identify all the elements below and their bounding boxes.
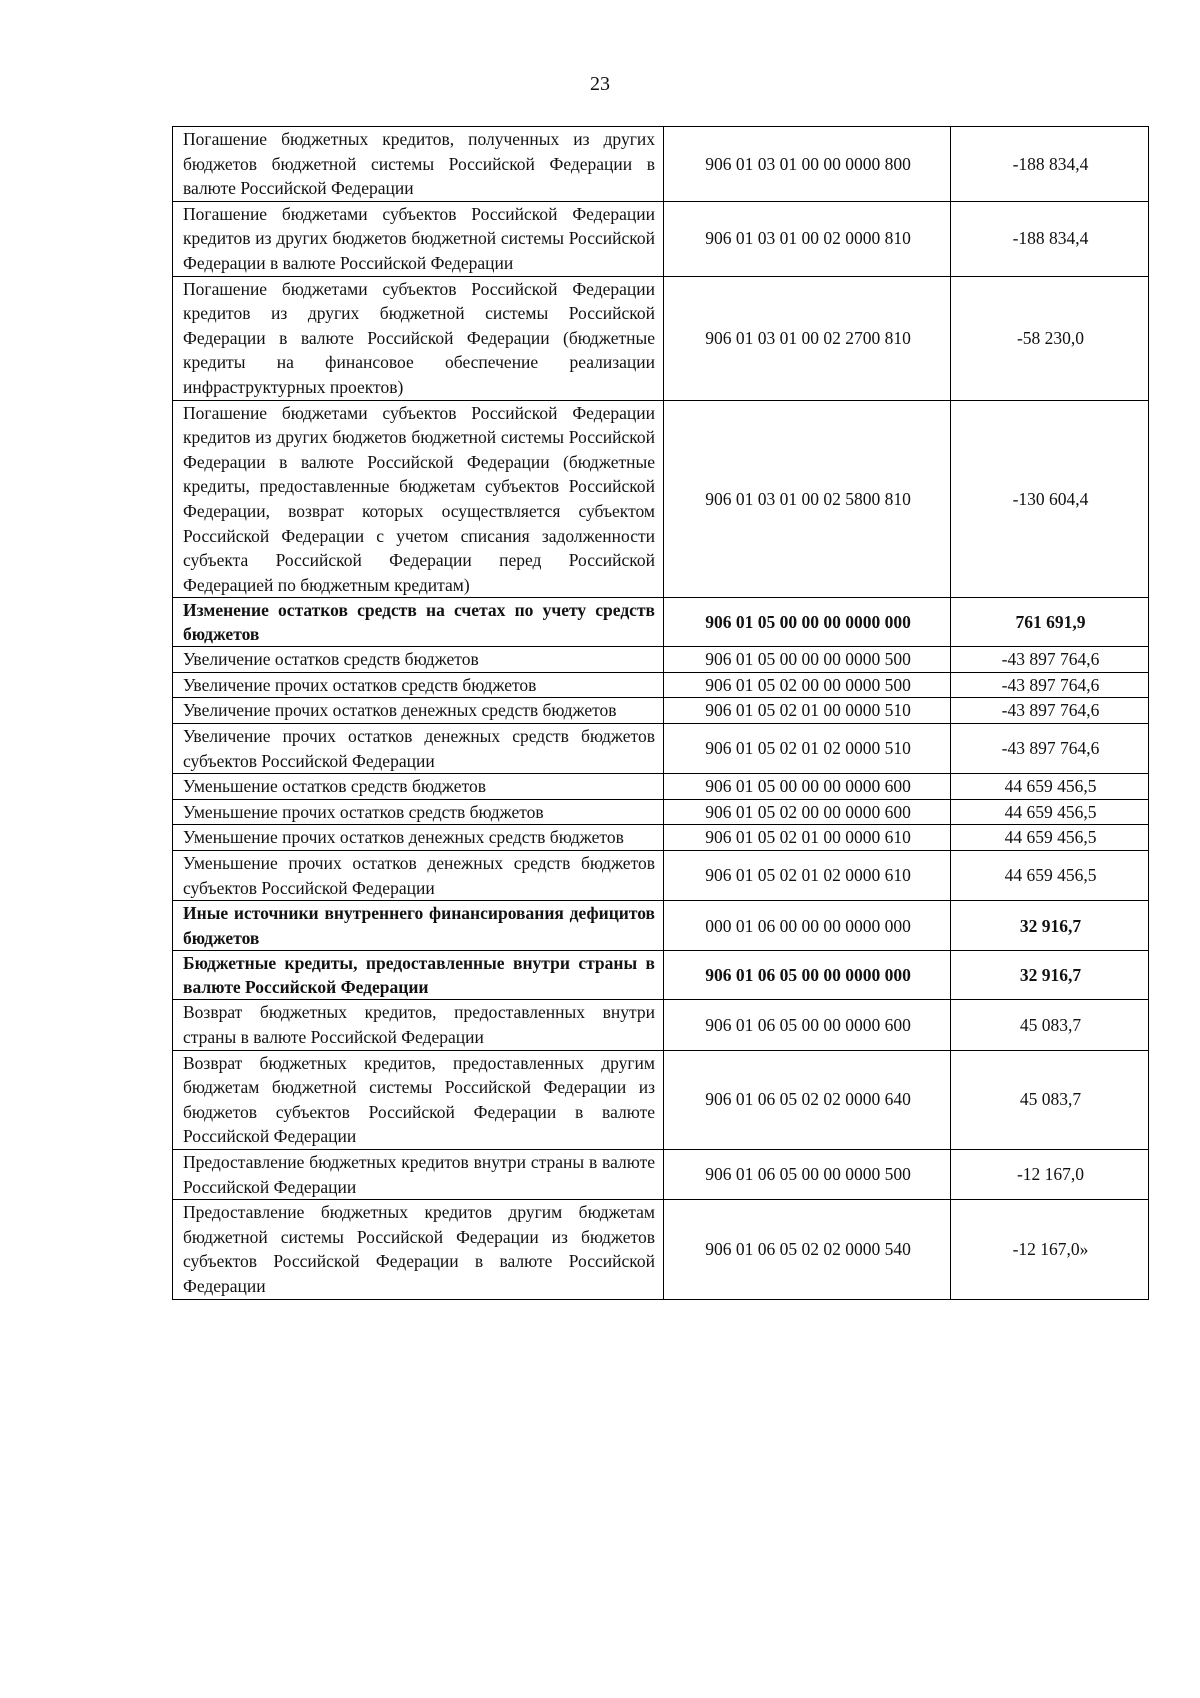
row-name: Увеличение прочих остатков денежных средств бюджетов субъектов Российской Федерации [173, 724, 664, 774]
row-amount: 44 659 456,5 [951, 799, 1149, 825]
row-name: Увеличение остатков средств бюджетов [173, 647, 664, 673]
row-code: 906 01 05 02 00 00 0000 500 [664, 672, 951, 698]
row-code: 906 01 05 00 00 00 0000 000 [664, 598, 951, 647]
table-row [173, 799, 1149, 825]
row-code: 906 01 06 05 00 00 0000 500 [664, 1149, 951, 1199]
table-row [173, 201, 1149, 276]
row-amount: 32 916,7 [951, 901, 1149, 951]
table-row [173, 774, 1149, 800]
table-row [173, 400, 1149, 598]
row-name: Увеличение прочих остатков денежных средств бюджетов [173, 698, 664, 724]
row-amount: -43 897 764,6 [951, 647, 1149, 673]
row-name: Изменение остатков средств на счетах по учету средств бюджетов [173, 598, 664, 647]
table-row [173, 127, 1149, 202]
row-name: Увеличение прочих остатков средств бюджетов [173, 672, 664, 698]
row-amount: 32 916,7 [951, 951, 1149, 1000]
row-amount: -43 897 764,6 [951, 698, 1149, 724]
table-row [173, 698, 1149, 724]
row-code: 906 01 03 01 00 02 2700 810 [664, 276, 951, 400]
row-amount: -12 167,0» [951, 1200, 1149, 1299]
row-code: 906 01 03 01 00 02 0000 810 [664, 201, 951, 276]
row-amount: -43 897 764,6 [951, 724, 1149, 774]
row-code: 906 01 06 05 00 00 0000 000 [664, 951, 951, 1000]
table-row [173, 1149, 1149, 1199]
row-code: 906 01 06 05 02 02 0000 540 [664, 1200, 951, 1299]
table-row-section [173, 598, 1149, 647]
row-amount: -12 167,0 [951, 1149, 1149, 1199]
row-code: 906 01 06 05 00 00 0000 600 [664, 1000, 951, 1050]
table-row [173, 1050, 1149, 1149]
table-row [173, 647, 1149, 673]
table-row [173, 1200, 1149, 1299]
row-name: Уменьшение остатков средств бюджетов [173, 774, 664, 800]
table-row-section [173, 901, 1149, 951]
row-code: 000 01 06 00 00 00 0000 000 [664, 901, 951, 951]
budget-sources-table [172, 126, 1149, 1300]
row-code: 906 01 05 02 01 02 0000 610 [664, 851, 951, 901]
row-name: Погашение бюджетных кредитов, полученных из других бюджетов бюджетной системы Российской Федерации в валюте Российской Федерации [173, 127, 664, 202]
row-name: Уменьшение прочих остатков средств бюджетов [173, 799, 664, 825]
table-row-section [173, 951, 1149, 1000]
row-amount: -188 834,4 [951, 127, 1149, 202]
table-row [173, 825, 1149, 851]
row-name: Погашение бюджетами субъектов Российской Федерации кредитов из других бюджетов бюджетной системы Российской Федерации в валюте Российской Федерации (бюджетные кредиты, предоставленные бюджетам субъектов Российской Федерации, возврат которых осуществляется субъектом Российской Федерации с учетом списания задолженности субъекта Российской Федерации перед Российской Федерацией по бюджетным кредитам) [173, 400, 664, 598]
row-name: Иные источники внутреннего финансирования дефицитов бюджетов [173, 901, 664, 951]
row-name: Погашение бюджетами субъектов Российской Федерации кредитов из других бюджетов бюджетной системы Российской Федерации в валюте Российской Федерации [173, 201, 664, 276]
row-code: 906 01 05 00 00 00 0000 500 [664, 647, 951, 673]
row-amount: -43 897 764,6 [951, 672, 1149, 698]
row-amount: 44 659 456,5 [951, 825, 1149, 851]
row-amount: 45 083,7 [951, 1050, 1149, 1149]
row-amount: 44 659 456,5 [951, 774, 1149, 800]
table-row [173, 276, 1149, 400]
page-number: 23 [590, 73, 610, 95]
table-row [173, 724, 1149, 774]
row-code: 906 01 03 01 00 02 5800 810 [664, 400, 951, 598]
row-code: 906 01 05 02 01 00 0000 610 [664, 825, 951, 851]
row-amount: 44 659 456,5 [951, 851, 1149, 901]
table-row [173, 851, 1149, 901]
row-name: Погашение бюджетами субъектов Российской Федерации кредитов из других бюджетной системы Российской Федерации в валюте Российской Федерации (бюджетные кредиты на финансовое обеспечение реализации инфраструктурных проектов) [173, 276, 664, 400]
table-row [173, 672, 1149, 698]
row-name: Уменьшение прочих остатков денежных средств бюджетов субъектов Российской Федерации [173, 851, 664, 901]
row-code: 906 01 05 02 01 02 0000 510 [664, 724, 951, 774]
row-name: Возврат бюджетных кредитов, предоставленных внутри страны в валюте Российской Федерации [173, 1000, 664, 1050]
row-name: Уменьшение прочих остатков денежных средств бюджетов [173, 825, 664, 851]
row-amount: -130 604,4 [951, 400, 1149, 598]
row-code: 906 01 05 02 01 00 0000 510 [664, 698, 951, 724]
row-amount: 45 083,7 [951, 1000, 1149, 1050]
row-code: 906 01 05 02 00 00 0000 600 [664, 799, 951, 825]
row-name: Возврат бюджетных кредитов, предоставленных другим бюджетам бюджетной системы Российской Федерации из бюджетов субъектов Российской Федерации в валюте Российской Федерации [173, 1050, 664, 1149]
row-name: Предоставление бюджетных кредитов другим бюджетам бюджетной системы Российской Федерации из бюджетов субъектов Российской Федерации в валюте Российской Федерации [173, 1200, 664, 1299]
row-name: Бюджетные кредиты, предоставленные внутри страны в валюте Российской Федерации [173, 951, 664, 1000]
row-code: 906 01 05 00 00 00 0000 600 [664, 774, 951, 800]
row-name: Предоставление бюджетных кредитов внутри страны в валюте Российской Федерации [173, 1149, 664, 1199]
row-code: 906 01 03 01 00 00 0000 800 [664, 127, 951, 202]
row-amount: -58 230,0 [951, 276, 1149, 400]
row-amount: -188 834,4 [951, 201, 1149, 276]
table-row [173, 1000, 1149, 1050]
row-code: 906 01 06 05 02 02 0000 640 [664, 1050, 951, 1149]
row-amount: 761 691,9 [951, 598, 1149, 647]
